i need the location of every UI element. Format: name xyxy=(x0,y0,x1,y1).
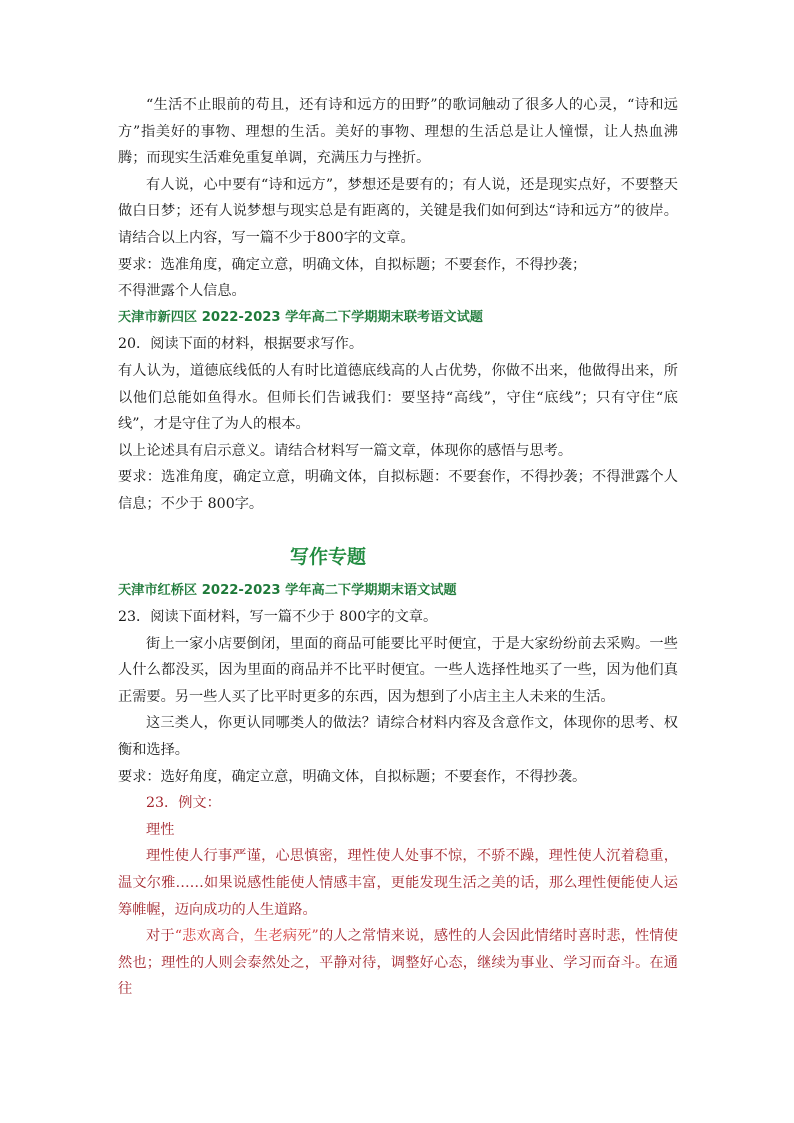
paragraph: 有人说，心中要有“诗和远方”，梦想还是要有的；有人说，还是现实点好，不要整天做白日梦；还有人说梦想与现实总是有距离的，关键是我们如何到达“诗和远方”的彼岸。请结合以上内容，写一篇不少于800字的文章。 xyxy=(118,176,678,246)
example-label: 23．例文： xyxy=(146,795,221,812)
question-source: 天津市新四区 2022-2023 学年高二下学期期末联考语文试题 xyxy=(118,309,483,325)
requirement-text: 不得泄露个人信息。 xyxy=(118,283,246,300)
requirement-text: 要求：选准角度，确定立意，明确文体，自拟标题：不要套作，不得抄袭；不得泄露个人信息；不少于 800字。 xyxy=(118,469,678,512)
example-title: 理性 xyxy=(146,821,175,838)
example-text: 的人之常情来说，感性的人会因此情绪时喜时悲，性情使然也；理性的人则会泰然处之，平静对待，调整好心态，继续为事业、学习而奋斗。在通往 xyxy=(118,928,678,998)
paragraph: 有人认为，道德底线低的人有时比道德底线高的人占优势，你做不出来，他做得出来，所以他们总能如鱼得水。但师长们告诫我们：要坚持“高线”，守住“底线”；只有守住“底线”，才是守住了为人的根本。 xyxy=(118,362,678,433)
section-title: 写作专题 xyxy=(290,545,367,568)
paragraph: 以上论述具有启示意义。请结合材料写一篇文章，体现你的感悟与思考。 xyxy=(118,442,573,459)
example-paragraph xyxy=(118,923,678,1003)
question-prompt: 20．阅读下面的材料，根据要求写作。 xyxy=(118,336,364,353)
requirement-text: 要求：选准角度，确定立意，明确文体，自拟标题；不要套作，不得抄袭； xyxy=(118,256,587,273)
example-paragraph: 理性使人行事严谨，心思慎密，理性使人处事不惊，不骄不躁，理性使人沉着稳重，温文尔雅……如果说感性能使人情感丰富，更能发现生活之美的话，那么理性便能使人运筹帷幄，迈向成功的人生道路。 xyxy=(118,848,678,918)
highlighted-phrase: “悲欢离合，生老病死” xyxy=(174,928,319,945)
paragraph: 这三类人，你更认同哪类人的做法？请综合材料内容及含意作文，体现你的思考、权衡和选择。 xyxy=(118,715,678,759)
question-source: 天津市红桥区 2022-2023 学年高二下学期期末语文试题 xyxy=(118,582,457,598)
question-prompt: 23．阅读下面材料，写一篇不少于 800字的文章。 xyxy=(118,609,438,626)
requirement-text: 要求：选好角度，确定立意，明确文体，自拟标题；不要套作，不得抄袭。 xyxy=(118,768,587,785)
example-text: 对于 xyxy=(146,928,175,945)
paragraph: 街上一家小店要倒闭，里面的商品可能要比平时便宜，于是大家纷纷前去采购。一些人什么都没买，因为里面的商品并不比平时便宜。一些人选择性地买了一些，因为他们真正需要。另一些人买了比平时更多的东西，因为想到了小店主主人未来的生活。 xyxy=(118,635,678,705)
paragraph: “生活不止眼前的苟且，还有诗和远方的田野”的歌词触动了很多人的心灵，“诗和远方”指美好的事物、理想的生活。美好的事物、理想的生活总是让人憧憬，让人热血沸腾；而现实生活难免重复单调，充满压力与挫折。 xyxy=(118,97,678,167)
document-page xyxy=(118,92,678,1003)
